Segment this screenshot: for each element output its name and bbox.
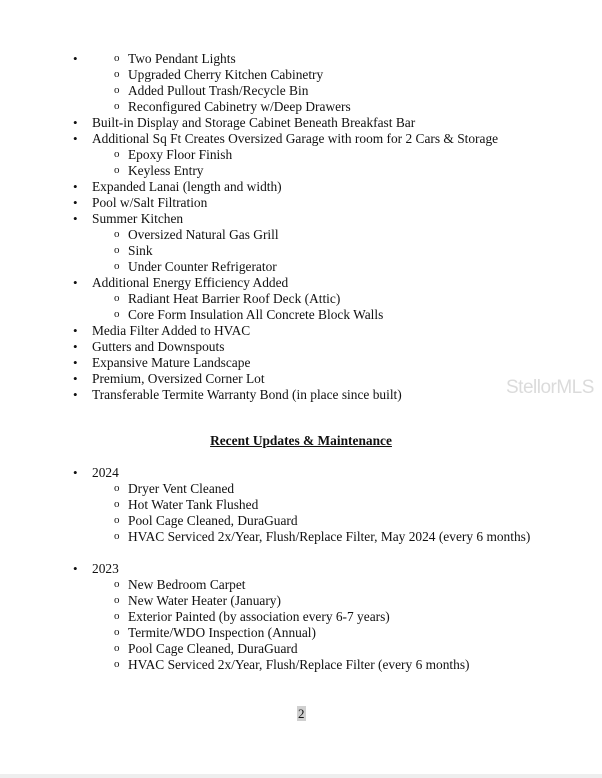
feature-label: Expanded Lanai (length and width) bbox=[92, 179, 282, 194]
feature-item bbox=[70, 323, 590, 339]
features-list-continued bbox=[70, 51, 590, 115]
year-sub-list bbox=[92, 481, 590, 545]
feature-label: Premium, Oversized Corner Lot bbox=[92, 371, 265, 386]
feature-sub-list bbox=[92, 291, 590, 323]
list-item: o Oversized Natural Gas Grill bbox=[110, 227, 590, 243]
list-item: o Keyless Entry bbox=[110, 163, 590, 179]
page-number: 2 bbox=[298, 706, 305, 721]
feature-sub-list bbox=[92, 147, 590, 179]
year-label: 2023 bbox=[92, 561, 119, 576]
feature-label: Transferable Termite Warranty Bond (in place since built) bbox=[92, 387, 402, 402]
updates-2024-list bbox=[70, 465, 590, 545]
feature-item bbox=[70, 339, 590, 355]
page-bottom-edge bbox=[0, 774, 602, 778]
list-item: o Termite/WDO Inspection (Annual) bbox=[110, 625, 590, 641]
list-item: o Exterior Painted (by association every 6-7 years) bbox=[110, 609, 590, 625]
list-item: o Pool Cage Cleaned, DuraGuard bbox=[110, 513, 590, 529]
kitchen-sub-list bbox=[92, 51, 590, 115]
section-heading: Recent Updates & Maintenance bbox=[210, 433, 392, 448]
features-list bbox=[70, 115, 590, 403]
year-item bbox=[70, 465, 590, 545]
feature-item bbox=[70, 355, 590, 371]
feature-label: Additional Energy Efficiency Added bbox=[92, 275, 289, 290]
list-item: o Sink bbox=[110, 243, 590, 259]
updates-2023-list bbox=[70, 561, 590, 673]
list-item: o New Water Heater (January) bbox=[110, 593, 590, 609]
feature-item bbox=[70, 179, 590, 195]
feature-label: Expansive Mature Landscape bbox=[92, 355, 251, 370]
year-item bbox=[70, 561, 590, 673]
feature-label: Media Filter Added to HVAC bbox=[92, 323, 251, 338]
list-item: o New Bedroom Carpet bbox=[110, 577, 590, 593]
feature-label: Additional Sq Ft Creates Oversized Garage with room for 2 Cars & Storage bbox=[92, 131, 499, 146]
list-item: o HVAC Serviced 2x/Year, Flush/Replace Filter (every 6 months) bbox=[110, 657, 590, 673]
feature-item bbox=[70, 211, 590, 275]
list-item: o • Two Pendant Lights bbox=[110, 51, 590, 67]
feature-label: Gutters and Downspouts bbox=[92, 339, 225, 354]
feature-item bbox=[70, 275, 590, 323]
feature-item bbox=[70, 131, 590, 179]
watermark-logo: StellorMLS bbox=[506, 377, 594, 398]
feature-item bbox=[70, 115, 590, 131]
list-item: o Epoxy Floor Finish bbox=[110, 147, 590, 163]
list-item: o Under Counter Refrigerator bbox=[110, 259, 590, 275]
list-item: o Dryer Vent Cleaned bbox=[110, 481, 590, 497]
list-item: o Core Form Insulation All Concrete Block Walls bbox=[110, 307, 590, 323]
feature-sub-list bbox=[92, 227, 590, 275]
year-label: 2024 bbox=[92, 465, 119, 480]
year-sub-list bbox=[92, 577, 590, 673]
list-item: o Reconfigured Cabinetry w/Deep Drawers bbox=[110, 99, 590, 115]
feature-label: Pool w/Salt Filtration bbox=[92, 195, 208, 210]
list-item: o HVAC Serviced 2x/Year, Flush/Replace Filter, May 2024 (every 6 months) bbox=[110, 529, 590, 545]
feature-item bbox=[70, 195, 590, 211]
feature-label: Built-in Display and Storage Cabinet Beneath Breakfast Bar bbox=[92, 115, 416, 130]
list-item: o Radiant Heat Barrier Roof Deck (Attic) bbox=[110, 291, 590, 307]
continued-container bbox=[70, 51, 590, 115]
list-item: o Upgraded Cherry Kitchen Cabinetry bbox=[110, 67, 590, 83]
feature-label: Summer Kitchen bbox=[92, 211, 184, 226]
list-item: o Added Pullout Trash/Recycle Bin bbox=[110, 83, 590, 99]
list-item: o Pool Cage Cleaned, DuraGuard bbox=[110, 641, 590, 657]
list-item: o Hot Water Tank Flushed bbox=[110, 497, 590, 513]
